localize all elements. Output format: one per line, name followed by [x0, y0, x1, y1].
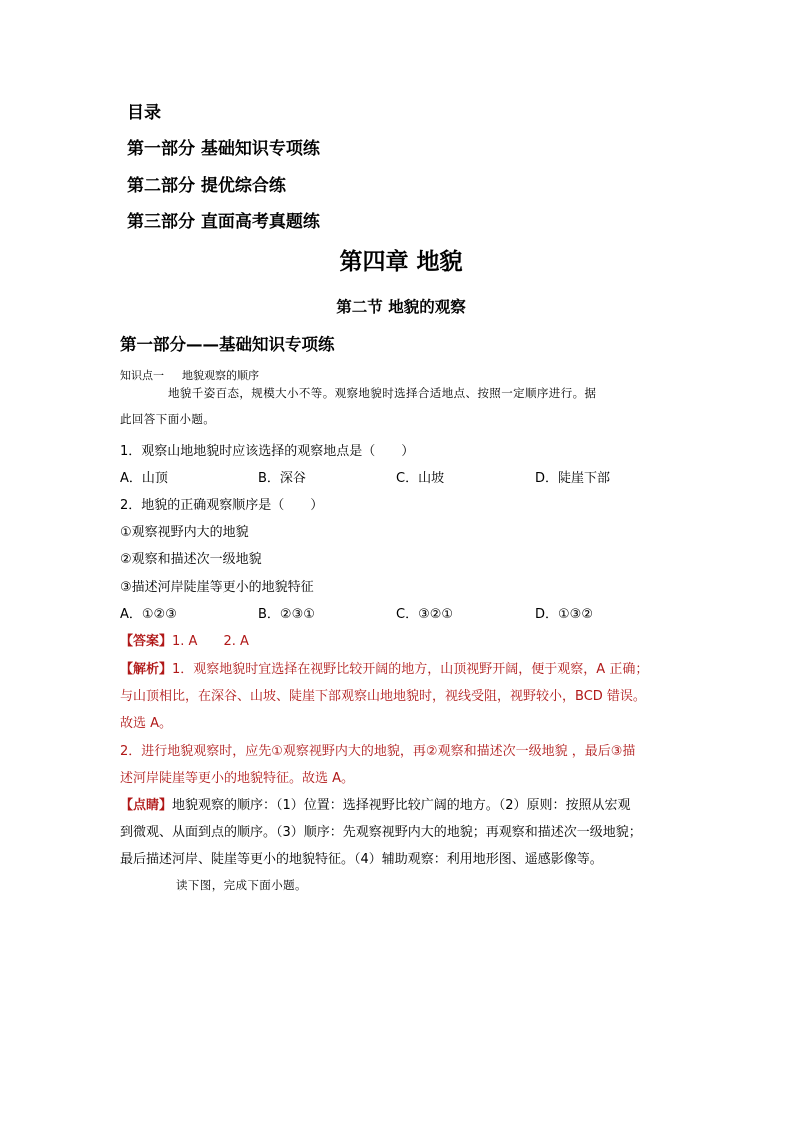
- tip-line-3: 最后描述河岸、陡崖等更小的地貌特征。（4）辅助观察：利用地形图、遥感影像等。: [120, 852, 603, 867]
- knowledge-point-label: 知识点一: [120, 369, 164, 382]
- tip-line-1: [120, 794, 631, 813]
- analysis-line-1: [120, 658, 648, 677]
- analysis-tag: 【解析】: [120, 662, 173, 677]
- toc-title: 目录: [127, 103, 161, 123]
- knowledge-point-topic: 地貌观察的顺序: [182, 369, 259, 382]
- q2-option-c: C．③②①: [396, 607, 454, 622]
- q1-option-d: D．陡崖下部: [535, 471, 611, 486]
- part-heading: 第一部分——基础知识专项练: [120, 335, 335, 354]
- toc-item-1: 第一部分 基础知识专项练: [127, 139, 320, 159]
- tip-tag: 【点睛】: [120, 798, 173, 813]
- analysis-text-1: 1．观察地貌时宜选择在视野比较开阔的地方，山顶视野开阔，便于观察，A 正确；: [172, 662, 649, 677]
- intro-line-1: 地貌千姿百态，规模大小不等。观察地貌时选择合适地点、按照一定顺序进行。据: [168, 386, 597, 400]
- q2-item-1: ①观察视野内大的地貌: [120, 525, 249, 540]
- analysis-line-2: 与山顶相比，在深谷、山坡、陡崖下部观察山地地貌时，视线受阻，视野较小，BCD 错误。: [120, 689, 646, 704]
- tip-line-2: 到微观、从面到点的顺序。（3）顺序：先观察视野内大的地貌；再观察和描述次一级地貌；: [120, 825, 642, 840]
- q2-item-2: ②观察和描述次一级地貌: [120, 552, 262, 567]
- q2-item-3: ③描述河岸陡崖等更小的地貌特征: [120, 580, 314, 595]
- q2-stem: 2．地貌的正确观察顺序是（ ）: [120, 498, 324, 513]
- analysis-line-3: 故选 A。: [120, 716, 173, 731]
- section-title: 第二节 地貌的观察: [336, 298, 466, 316]
- analysis-line-5: 述河岸陡崖等更小的地貌特征。故选 A。: [120, 771, 355, 786]
- q2-option-d: D．①③②: [535, 607, 593, 622]
- q1-stem: 1．观察山地地貌时应该选择的观察地点是（ ）: [120, 444, 415, 459]
- analysis-line-4: 2．进行地貌观察时，应先①观察视野内大的地貌，再②观察和描述次一级地貌 ，最后③描: [120, 744, 636, 759]
- q2-option-a: A．①②③: [120, 607, 177, 622]
- answer-block: [120, 630, 249, 649]
- answer-text: 1. A 2. A: [172, 634, 249, 649]
- q1-option-b: B．深谷: [258, 471, 306, 486]
- answer-tag: 【答案】: [120, 634, 173, 649]
- q1-option-c: C．山坡: [396, 471, 445, 486]
- q2-option-b: B．②③①: [258, 607, 315, 622]
- read-instruction: 读下图，完成下面小题。: [176, 878, 307, 892]
- toc-item-3: 第三部分 直面高考真题练: [127, 212, 320, 232]
- toc-item-2: 第二部分 提优综合练: [127, 176, 286, 196]
- intro-line-2: 此回答下面小题。: [120, 412, 216, 426]
- q1-option-a: A．山顶: [120, 471, 168, 486]
- knowledge-point: [120, 367, 259, 383]
- chapter-title: 第四章 地貌: [339, 249, 463, 275]
- tip-text-1: 地貌观察的顺序：（1）位置：选择视野比较广阔的地方。（2）原则：按照从宏观: [172, 798, 631, 813]
